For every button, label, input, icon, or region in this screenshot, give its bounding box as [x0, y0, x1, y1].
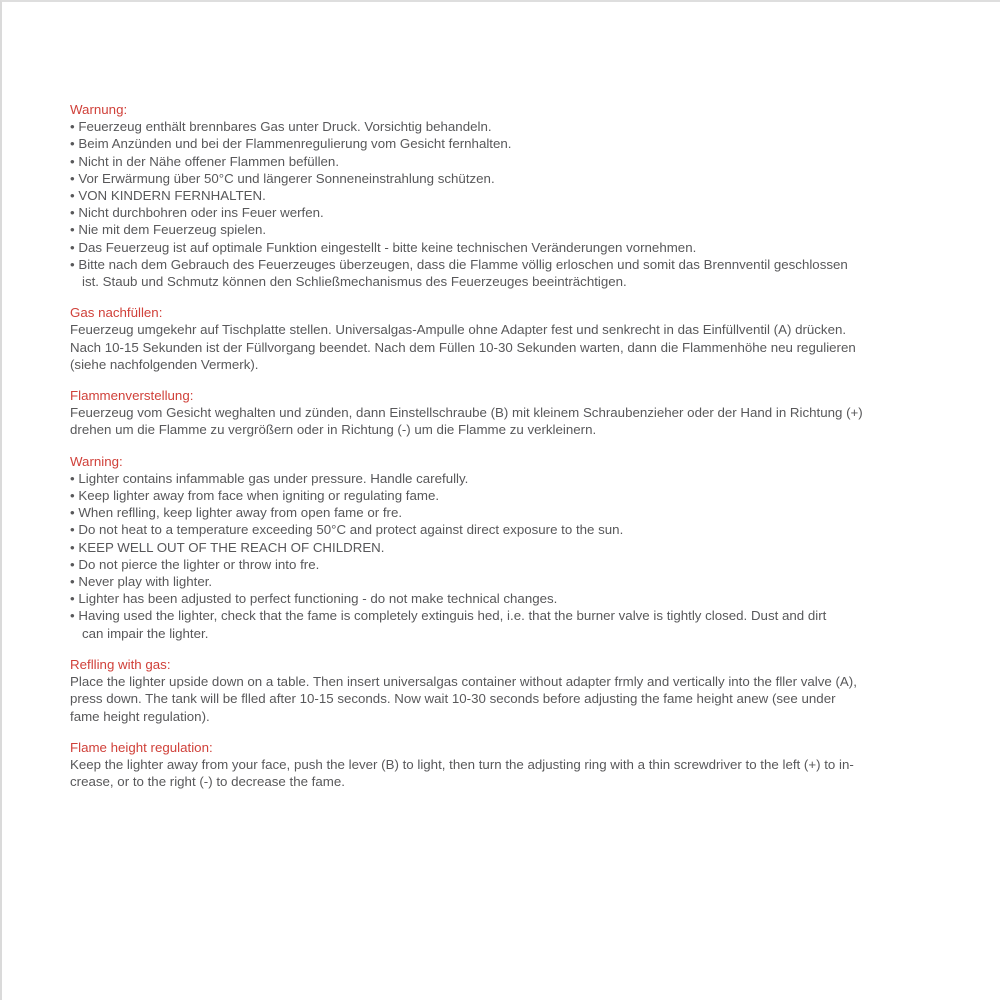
- section-heading: Flame height regulation:: [70, 739, 213, 755]
- text-line: drehen um die Flamme zu vergrößern oder in Richtung (-) um die Flamme zu verkleinern.: [70, 422, 597, 438]
- text-line-continuation: can impair the lighter.: [82, 625, 209, 641]
- text-line: • Do not heat to a temperature exceeding 50°C and protect against direct exposure to the sun.: [70, 522, 624, 538]
- text-line: • Lighter contains infammable gas under pressure. Handle carefully.: [70, 470, 469, 486]
- text-line: Place the lighter upside down on a table. Then insert universalgas container without adapter frmly and vertically into the fller valve (A),: [70, 674, 857, 690]
- text-line: crease, or to the right (-) to decrease the fame.: [70, 774, 345, 790]
- text-line: • Never play with lighter.: [70, 574, 213, 590]
- text-line: • Lighter has been adjusted to perfect functioning - do not make technical changes.: [70, 591, 558, 607]
- text-line: • Beim Anzünden und bei der Flammenregulierung vom Gesicht fernhalten.: [70, 136, 512, 152]
- text-line: Feuerzeug vom Gesicht weghalten und zünden, dann Einstellschraube (B) mit kleinem Schraubenzieher oder der Hand in Richtung (+): [70, 405, 863, 421]
- text-line: • Keep lighter away from face when igniting or regulating fame.: [70, 488, 440, 504]
- text-line: • VON KINDERN FERNHALTEN.: [70, 188, 266, 204]
- text-line: • Do not pierce the lighter or throw into fre.: [70, 556, 320, 572]
- section-heading: Reflling with gas:: [70, 656, 171, 672]
- section-refilling-with-gas: [70, 656, 980, 725]
- section-warning-en: [70, 453, 980, 642]
- text-line: (siehe nachfolgenden Vermerk).: [70, 356, 259, 372]
- text-line: • Bitte nach dem Gebrauch des Feuerzeuges überzeugen, dass die Flamme völlig erloschen und somit das Brennventil geschlossen: [70, 256, 848, 272]
- text-line: • When reflling, keep lighter away from open fame or fre.: [70, 505, 403, 521]
- section-warnung-de: [70, 101, 980, 290]
- section-heading: Warnung:: [70, 102, 128, 117]
- section-heading: Warning:: [70, 453, 123, 469]
- text-line: fame height regulation).: [70, 708, 210, 724]
- text-line: • KEEP WELL OUT OF THE REACH OF CHILDREN.: [70, 539, 385, 555]
- section-gas-nachfuellen: [70, 304, 980, 373]
- text-line: press down. The tank will be flled after 10-15 seconds. Now wait 10-30 seconds before adjusting the fame height anew (see under: [70, 691, 836, 707]
- text-line: • Nicht in der Nähe offener Flammen befüllen.: [70, 153, 340, 169]
- text-line: • Nie mit dem Feuerzeug spielen.: [70, 222, 267, 238]
- section-flammenverstellung: [70, 387, 980, 439]
- text-line: • Having used the lighter, check that the fame is completely extinguis hed, i.e. that the burner valve is tightly closed. Dust and dirt: [70, 608, 827, 624]
- text-line: Feuerzeug umgekehr auf Tischplatte stellen. Universalgas-Ampulle ohne Adapter fest und senkrecht in das Einfüllventil (A) drücken.: [70, 322, 847, 338]
- section-heading: Gas nachfüllen:: [70, 305, 163, 321]
- text-line: • Vor Erwärmung über 50°C und längerer Sonneneinstrahlung schützen.: [70, 170, 495, 186]
- text-line: • Das Feuerzeug ist auf optimale Funktion eingestellt - bitte keine technischen Veränderungen vornehmen.: [70, 239, 697, 255]
- text-line: • Feuerzeug enthält brennbares Gas unter Druck. Vorsichtig behandeln.: [70, 119, 492, 135]
- text-line: Keep the lighter away from your face, push the lever (B) to light, then turn the adjusting ring with a thin screwdriver to the left (+) to in-: [70, 756, 854, 772]
- text-line-continuation: ist. Staub und Schmutz können den Schließmechanismus des Feuerzeuges beeinträchtigen.: [82, 274, 627, 290]
- text-line: Nach 10-15 Sekunden ist der Füllvorgang beendet. Nach dem Füllen 10-30 Sekunden warten, dann die Flammenhöhe neu regulieren: [70, 339, 856, 355]
- section-heading: Flammenverstellung:: [70, 388, 194, 404]
- text-line: • Nicht durchbohren oder ins Feuer werfen.: [70, 205, 324, 221]
- instruction-text-content: [70, 101, 980, 804]
- section-flame-height-regulation: [70, 739, 980, 791]
